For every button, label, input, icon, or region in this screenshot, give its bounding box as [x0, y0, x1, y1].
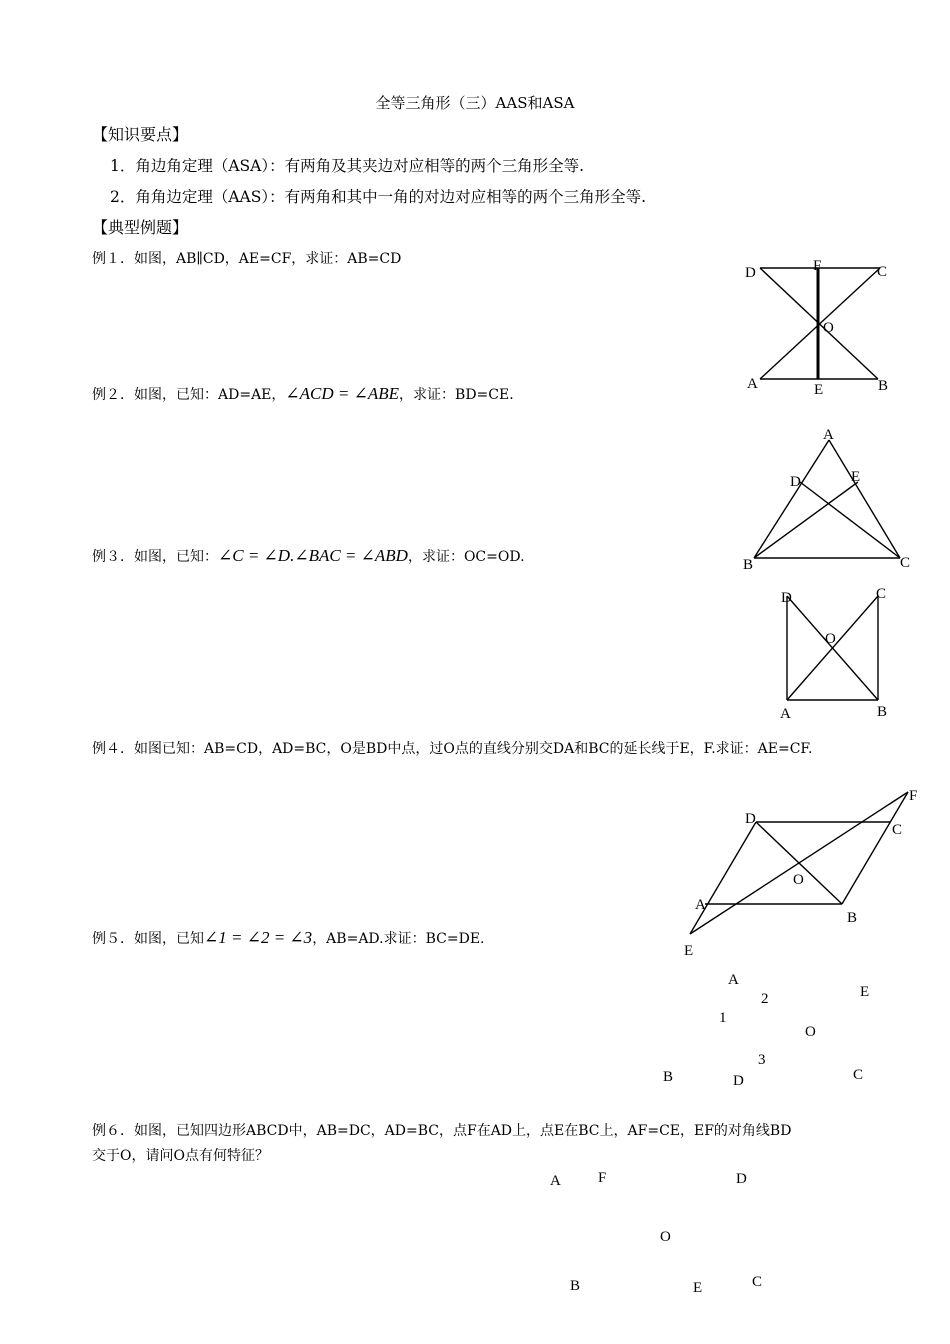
example-2-pre: 例２．如图，已知：AD=AE，: [92, 387, 286, 403]
example-3-math: ∠C = ∠D.∠BAC = ∠ABD: [218, 546, 408, 565]
fig1-label-c: C: [877, 264, 888, 280]
fig2-label-e: E: [851, 469, 861, 485]
example-3-post: ，求证：OC=OD.: [407, 549, 525, 565]
section-examples: 【典型例题】: [92, 218, 189, 237]
fig1-label-e: E: [814, 382, 824, 398]
fig4-label-f: F: [909, 788, 918, 804]
fig4-label-b: B: [847, 910, 858, 926]
fig5-label-b: B: [663, 1069, 674, 1085]
fig2-label-b: B: [743, 557, 754, 573]
fig6-label-b: B: [570, 1278, 581, 1294]
fig1-label-d: D: [745, 265, 756, 281]
fig6-label-a: A: [550, 1173, 561, 1189]
fig5-label-e: E: [860, 984, 870, 1000]
fig2-label-a: A: [823, 427, 834, 443]
fig5-label-c: C: [853, 1067, 864, 1083]
fig5-label-1: 1: [719, 1010, 727, 1026]
example-5-math: ∠1 = ∠2 = ∠3: [204, 928, 313, 947]
example-2-math: ∠ACD = ∠ABE: [285, 384, 400, 403]
example-6-line-1: 例６．如图，已知四边形ABCD中，AB=DC，AD=BC，点F在AD上，点E在BC上，AF=CE，EF的对角线BD: [92, 1123, 792, 1139]
fig5-label-a: A: [728, 972, 739, 988]
fig3-label-b: B: [877, 704, 888, 720]
fig1-label-o: O: [823, 320, 834, 336]
fig5-label-o: O: [805, 1024, 816, 1040]
fig6-label-e: E: [693, 1280, 703, 1296]
fig2-label-c: C: [900, 555, 911, 571]
point-asa: 1．角边角定理（ASA）：有两角及其夹边对应相等的两个三角形全等.: [110, 157, 585, 175]
fig5-label-2: 2: [761, 991, 769, 1007]
fig3-label-c: C: [876, 586, 887, 602]
example-6-line-2: 交于O，请问O点有何特征？: [92, 1148, 269, 1164]
fig4-label-d: D: [745, 811, 756, 827]
fig4-label-e: E: [684, 943, 694, 959]
fig6-label-o: O: [660, 1229, 671, 1245]
fig1-label-a: A: [747, 376, 758, 392]
example-5-post: ，AB=AD.求证：BC=DE.: [312, 931, 485, 947]
example-2-post: ，求证：BD=CE.: [399, 387, 514, 403]
point-aas: 2．角角边定理（AAS）：有两角和其中一角的对边对应相等的两个三角形全等.: [110, 188, 647, 206]
fig4-label-a: A: [695, 897, 706, 913]
fig5-label-d: D: [733, 1073, 744, 1089]
fig5-label-3: 3: [758, 1052, 766, 1068]
fig6-label-d: D: [736, 1171, 747, 1187]
fig4-label-c: C: [892, 822, 903, 838]
fig6-label-f: F: [598, 1170, 607, 1186]
example-4: 例４．如图已知：AB=CD，AD=BC，O是BD中点，过O点的直线分别交DA和BC的延长线于E，F.求证：AE=CF.: [92, 741, 813, 757]
page-title: 全等三角形（三）AAS和ASA: [375, 94, 575, 112]
fig4-label-o: O: [793, 872, 804, 888]
fig3-label-o: O: [825, 631, 836, 647]
example-1: 例１．如图，AB∥CD，AE=CF，求证：AB=CD: [92, 251, 402, 267]
fig1-label-f: F: [813, 258, 822, 274]
fig6-label-c: C: [752, 1274, 763, 1290]
fig1-label-b: B: [878, 378, 889, 394]
section-key-points: 【知识要点】: [92, 125, 189, 144]
fig3-label-d: D: [781, 590, 792, 606]
example-5-pre: 例５．如图，已知: [92, 931, 204, 947]
fig2-label-d: D: [790, 474, 801, 490]
example-3-pre: 例３．如图，已知：: [92, 549, 218, 565]
fig3-label-a: A: [780, 706, 791, 722]
